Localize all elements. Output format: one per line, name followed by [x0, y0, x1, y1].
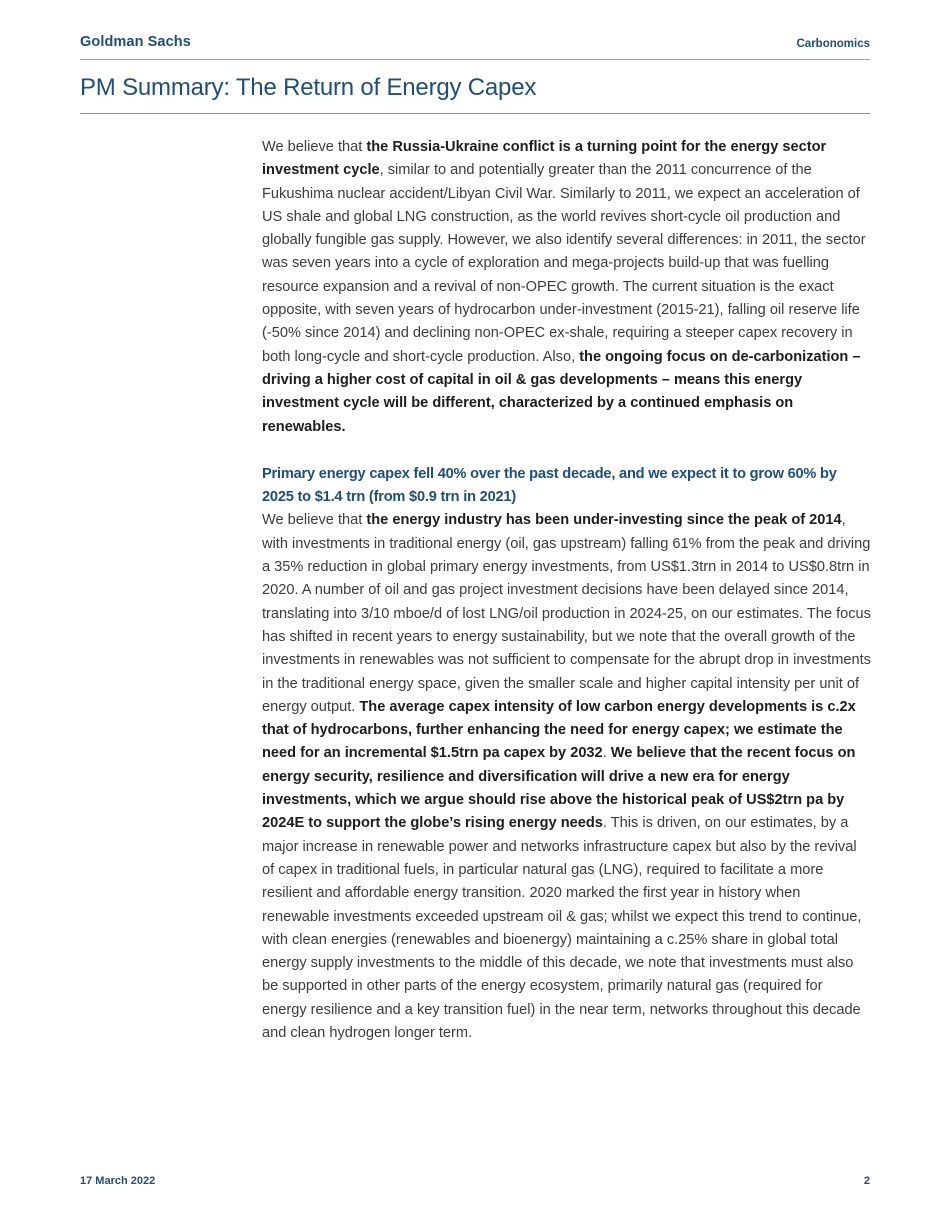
report-date: 17 March 2022 — [80, 1175, 156, 1187]
page-title: PM Summary: The Return of Energy Capex — [80, 74, 537, 101]
text-run: , with investments in traditional energy (oil, gas upstream) falling 61% from the peak and driving a 35% reduction in global primary energy investments, from US$1.3trn in 2014 to US$0.8trn in 2020. A number of oil and gas project investment decisions have been delayed since 2014, translating into 3/10 mboe/d of lost LNG/oil production in 2024-25, on our estimates. The focus has shifted in recent years to energy sustainability, but we note that the overall growth of the investments in renewables was not sufficient to compensate for the abrupt drop in investments in the traditional energy space, given the smaller scale and higher capital intensity per unit of energy output. — [262, 512, 871, 715]
text-run: We believe that — [262, 512, 367, 529]
bold-run: the ongoing focus on de-carbonization – driving a higher cost of capital in oil & gas developments – means this energy investment cycle will be different, characterized by a continued emphasis on renewables. — [262, 348, 861, 435]
header-divider — [80, 59, 870, 60]
text-run: , similar to and potentially greater than the 2011 concurrence of the Fukushima nuclear accident/Libyan Civil War. Similarly to 2011, we expect an acceleration of US shale and global LNG construction, as the world revives short-cycle oil production and globally fungible gas supply. However, we also identify several differences: in 2011, the sector was seven years into a cycle of exploration and mega-projects build-up that was fuelling resource expansion and a revival of non-OPEC growth. The current situation is the exact opposite, with seven years of hydrocarbon under-investment (2015-21), falling oil reserve life (-50% since 2014) and declining non-OPEC ex-shale, requiring a steeper capex recovery in both long-cycle and short-cycle production. Also, — [262, 162, 866, 365]
bold-run: We believe that the recent focus on energy security, resilience and diversification will drive a new era for energy investments, which we argue should rise above the historical peak of US$2trn pa by 2024E to support the globe’s rising energy needs — [262, 745, 856, 832]
body-paragraph — [262, 509, 871, 1045]
text-run: . This is driven, on our estimates, by a major increase in renewable power and networks infrastructure capex but also by the revival of capex in traditional fuels, in particular natural gas (LNG), required to facilitate a more resilient and affordable energy transition. 2020 marked the first year in history when renewable investments exceeded upstream oil & gas; whilst we expect this trend to continue, with clean energies (renewables and bioenergy) maintaining a c.25% share in global total energy supply investments to the middle of this decade, we note that investments must also be supported in other parts of the energy ecosystem, primarily natural gas (required for energy resilience and a key transition fuel) in the near term, networks throughout this decade and clean hydrogen longer term. — [262, 815, 862, 1041]
section-subheading: Primary energy capex fell 40% over the past decade, and we expect it to grow 60% by 2025 to $1.4 trn (from $0.9 trn in 2021) — [262, 465, 837, 506]
report-name: Carbonomics — [796, 38, 870, 50]
brand-name: Goldman Sachs — [80, 34, 191, 50]
intro-paragraph — [262, 136, 871, 439]
text-run: We believe that — [262, 139, 367, 155]
bold-run: the energy industry has been under-investing since the peak of 2014 — [366, 512, 842, 529]
main-content — [262, 136, 871, 1045]
text-run: . — [602, 745, 611, 762]
page-number: 2 — [863, 1175, 870, 1187]
bold-run: the Russia-Ukraine conflict is a turning point for the energy sector investment cycle — [262, 139, 827, 179]
title-divider — [80, 113, 870, 114]
bold-run: The average capex intensity of low carbon energy developments is c.2x that of hydrocarbons, further enhancing the need for energy capex; we estimate the need for an incremental $1.5trn pa capex by 2032 — [262, 698, 856, 762]
